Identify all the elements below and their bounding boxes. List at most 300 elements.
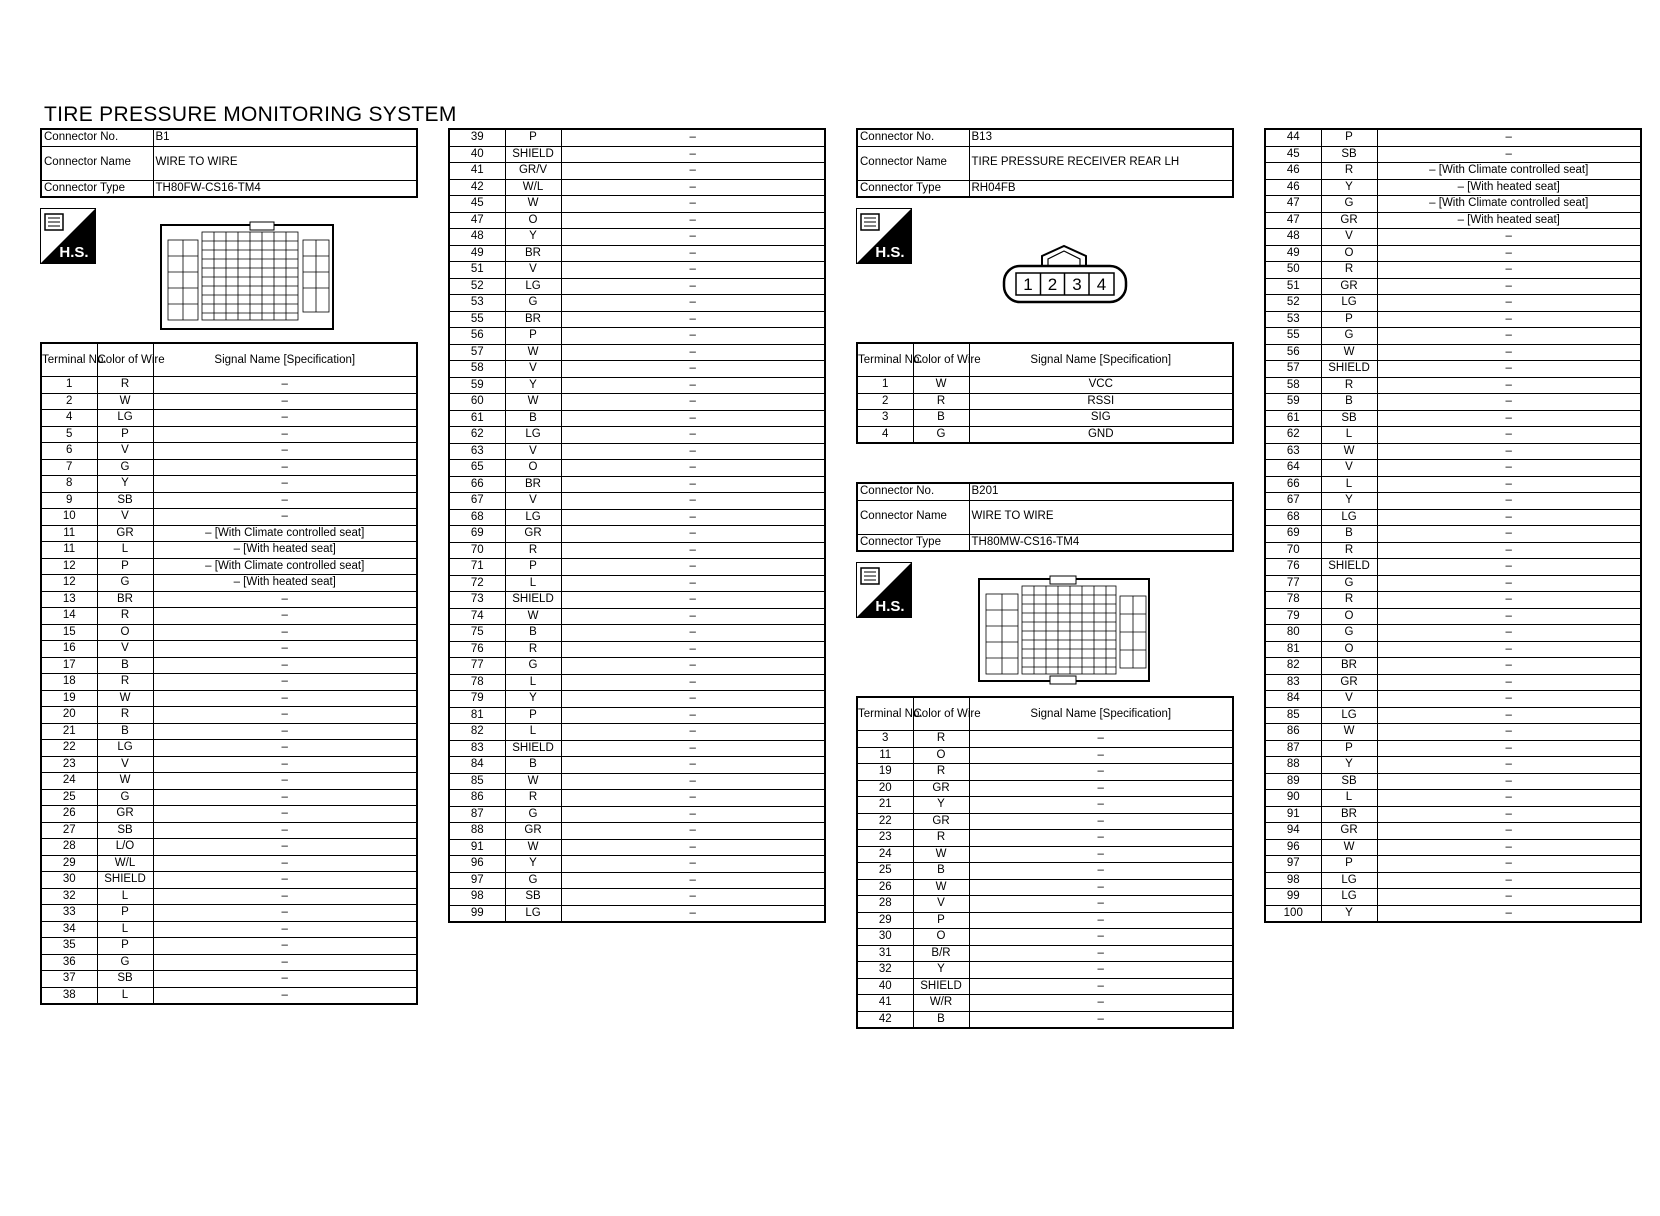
terminal-no-cell: 59 [1265, 394, 1321, 411]
terminal-no-cell: 96 [449, 856, 505, 873]
table-row [1265, 509, 1641, 526]
signal-name-cell: – [561, 872, 825, 889]
terminal-no-cell: 83 [449, 740, 505, 757]
table-row [41, 773, 417, 790]
signal-name-cell: – [153, 773, 417, 790]
signal-name-cell: – [969, 879, 1233, 896]
signal-name-cell: – [1377, 625, 1641, 642]
signal-name-cell: – [153, 921, 417, 938]
table-row [449, 229, 825, 246]
terminal-no-cell: 1 [857, 377, 913, 394]
signal-name-cell: – [969, 747, 1233, 764]
terminal-no-cell: 98 [449, 889, 505, 906]
signal-name-cell: – [1377, 311, 1641, 328]
signal-name-cell: – [969, 830, 1233, 847]
wire-color-cell: BR [505, 245, 561, 262]
terminal-no-cell: 25 [41, 789, 97, 806]
wire-color-cell: L [97, 987, 153, 1004]
signal-name-cell: – [1377, 394, 1641, 411]
terminal-no-cell: 88 [449, 823, 505, 840]
table-row [857, 879, 1233, 896]
table-row [1265, 196, 1641, 213]
table-row [449, 344, 825, 361]
signal-name-cell: – [1377, 146, 1641, 163]
signal-name-cell: – [561, 724, 825, 741]
wire-color-cell: L [1321, 790, 1377, 807]
table-row [1265, 344, 1641, 361]
terminal-no-cell: 94 [1265, 823, 1321, 840]
terminal-no-cell: 20 [857, 780, 913, 797]
table-row [41, 822, 417, 839]
terminal-no-cell: 26 [857, 879, 913, 896]
wire-color-cell: R [1321, 163, 1377, 180]
signal-name-cell: – [1377, 427, 1641, 444]
table-row [41, 921, 417, 938]
table-row [857, 764, 1233, 781]
signal-name-cell: – [1377, 295, 1641, 312]
terminal-no-cell: 91 [1265, 806, 1321, 823]
table-row [449, 427, 825, 444]
signal-name-cell: – [153, 872, 417, 889]
terminal-no-cell: 53 [449, 295, 505, 312]
wire-color-cell: P [1321, 856, 1377, 873]
terminal-no-cell: 3 [857, 731, 913, 748]
wire-color-cell: G [505, 658, 561, 675]
wire-color-cell: Y [505, 691, 561, 708]
table-row [1265, 740, 1641, 757]
terminal-no-cell: 87 [1265, 740, 1321, 757]
wire-color-cell: V [97, 641, 153, 658]
terminal-no-cell: 32 [41, 888, 97, 905]
table-row [1265, 410, 1641, 427]
table-row [41, 443, 417, 460]
terminal-no-cell: 8 [41, 476, 97, 493]
table-row [41, 525, 417, 542]
table-row [1265, 163, 1641, 180]
table-row [1265, 625, 1641, 642]
signal-name-cell: – [153, 591, 417, 608]
table-row [1265, 476, 1641, 493]
signal-name-cell: – [561, 658, 825, 675]
table-row [41, 608, 417, 625]
connector-b201-terminal-table-continued [1264, 128, 1642, 923]
terminal-no-cell: 25 [857, 863, 913, 880]
signal-name-cell: – [561, 212, 825, 229]
terminal-no-cell: 62 [449, 427, 505, 444]
table-row [1265, 542, 1641, 559]
signal-name-cell: – [1377, 740, 1641, 757]
wire-color-cell: R [97, 674, 153, 691]
table-row [1265, 559, 1641, 576]
wire-color-cell: V [505, 361, 561, 378]
table-row [857, 863, 1233, 880]
signal-name-cell: – [969, 731, 1233, 748]
signal-name-cell: – [153, 938, 417, 955]
signal-name-cell: – [1377, 129, 1641, 146]
table-row [1265, 724, 1641, 741]
table-row [857, 830, 1233, 847]
pin-4-label: 4 [1096, 275, 1107, 294]
wire-color-cell: W [97, 690, 153, 707]
signal-name-cell: – [561, 806, 825, 823]
hs-label: H.S. [59, 244, 89, 261]
wire-color-cell: W [505, 196, 561, 213]
terminal-no-cell: 62 [1265, 427, 1321, 444]
table-row [1265, 707, 1641, 724]
signal-name-cell: – [153, 459, 417, 476]
table-row [1265, 641, 1641, 658]
signal-name-cell: – [561, 905, 825, 922]
signal-name-cell: – [969, 1011, 1233, 1028]
table-row [41, 756, 417, 773]
terminal-no-cell: 41 [857, 995, 913, 1012]
pin-1-label: 1 [1023, 275, 1033, 294]
signal-name-cell: – [1377, 526, 1641, 543]
table-row [1265, 823, 1641, 840]
terminal-no-cell: 34 [41, 921, 97, 938]
terminal-no-cell: 46 [1265, 179, 1321, 196]
terminal-no-cell: 20 [41, 707, 97, 724]
wire-color-cell: G [913, 426, 969, 443]
terminal-no-cell: 27 [41, 822, 97, 839]
table-row [1265, 790, 1641, 807]
table-row [449, 773, 825, 790]
connector-b1-diagram [160, 222, 335, 332]
terminal-no-cell: 42 [857, 1011, 913, 1028]
table-row [449, 691, 825, 708]
table-row [41, 657, 417, 674]
signal-name-cell: – [561, 641, 825, 658]
page-title: TIRE PRESSURE MONITORING SYSTEM [44, 103, 457, 126]
wire-color-cell: B [913, 863, 969, 880]
terminal-no-cell: 63 [1265, 443, 1321, 460]
signal-name-cell: – [1377, 905, 1641, 922]
terminal-no-cell: 23 [857, 830, 913, 847]
wire-color-cell: GR [97, 525, 153, 542]
table-row [449, 724, 825, 741]
terminal-no-cell: 22 [41, 740, 97, 757]
wire-color-cell: W [1321, 724, 1377, 741]
signal-name-cell: – [1377, 823, 1641, 840]
signal-name-cell: – [With heated seat] [1377, 179, 1641, 196]
table-row [449, 311, 825, 328]
signal-name-cell: – [969, 780, 1233, 797]
terminal-no-cell: 28 [41, 839, 97, 856]
wire-color-cell: R [1321, 377, 1377, 394]
wire-color-cell: R [1321, 542, 1377, 559]
signal-name-cell: – [153, 426, 417, 443]
wire-color-cell: SHIELD [1321, 361, 1377, 378]
terminal-no-cell: 35 [41, 938, 97, 955]
wire-color-cell: R [913, 764, 969, 781]
terminal-no-cell: 84 [1265, 691, 1321, 708]
wire-color-cell: LG [97, 410, 153, 427]
signal-name-cell: – [With Climate controlled seat] [153, 558, 417, 575]
wire-color-cell: Y [913, 797, 969, 814]
terminal-no-cell: 86 [449, 790, 505, 807]
terminal-no-cell: 76 [449, 641, 505, 658]
hs-harness-side-icon [856, 562, 912, 618]
table-row [449, 278, 825, 295]
signal-name-cell: GND [969, 426, 1233, 443]
signal-name-cell: – [561, 129, 825, 146]
wire-color-cell: V [505, 493, 561, 510]
table-row [449, 625, 825, 642]
table-row [449, 592, 825, 609]
terminal-no-cell: 82 [449, 724, 505, 741]
terminal-no-cell: 73 [449, 592, 505, 609]
terminal-no-cell: 51 [1265, 278, 1321, 295]
terminal-no-cell: 61 [1265, 410, 1321, 427]
signal-name-cell: – [1377, 509, 1641, 526]
table-row [449, 575, 825, 592]
signal-name-cell: – [561, 245, 825, 262]
terminal-no-cell: 29 [41, 855, 97, 872]
wire-color-cell: SHIELD [1321, 559, 1377, 576]
terminal-no-cell: 97 [449, 872, 505, 889]
table-row [1265, 493, 1641, 510]
table-row [449, 608, 825, 625]
terminal-no-cell: 38 [41, 987, 97, 1004]
wire-color-cell: V [1321, 229, 1377, 246]
terminal-no-cell: 68 [449, 509, 505, 526]
table-row [1265, 575, 1641, 592]
wire-color-cell: P [97, 905, 153, 922]
table-row [857, 912, 1233, 929]
terminal-no-cell: 31 [857, 945, 913, 962]
signal-name-cell: – [153, 657, 417, 674]
terminal-no-cell: 32 [857, 962, 913, 979]
terminal-no-cell: 13 [41, 591, 97, 608]
signal-name-cell: – [561, 460, 825, 477]
wire-color-cell: B [97, 657, 153, 674]
wire-color-cell: LG [1321, 872, 1377, 889]
terminal-no-cell: 42 [449, 179, 505, 196]
wire-color-cell: P [505, 559, 561, 576]
table-row [857, 995, 1233, 1012]
signal-name-cell: – [561, 575, 825, 592]
wire-color-cell: W [1321, 839, 1377, 856]
wire-color-cell: W/R [913, 995, 969, 1012]
wire-color-cell: BR [1321, 658, 1377, 675]
wire-color-cell: W/L [97, 855, 153, 872]
table-row [449, 790, 825, 807]
wire-color-cell: GR [97, 806, 153, 823]
table-row [1265, 889, 1641, 906]
table-row [1265, 658, 1641, 675]
table-row [857, 377, 1233, 394]
signal-name-cell: – [561, 493, 825, 510]
table-row [857, 780, 1233, 797]
signal-name-cell: – [153, 740, 417, 757]
signal-name-cell: – [561, 361, 825, 378]
wire-color-cell: Y [505, 856, 561, 873]
terminal-no-cell: 60 [449, 394, 505, 411]
wire-color-cell: O [1321, 608, 1377, 625]
wire-color-cell: SHIELD [97, 872, 153, 889]
signal-name-cell: – [153, 806, 417, 823]
wire-color-cell: P [97, 938, 153, 955]
signal-name-cell: – [1377, 278, 1641, 295]
signal-name-cell: – [153, 608, 417, 625]
wire-color-cell: W [913, 846, 969, 863]
wire-color-cell: G [97, 575, 153, 592]
wire-color-cell: G [505, 295, 561, 312]
connector-type-value: TH80MW-CS16-TM4 [969, 534, 1233, 551]
signal-name-cell: – [1377, 262, 1641, 279]
wire-color-cell: O [97, 624, 153, 641]
terminal-no-cell: 30 [857, 929, 913, 946]
table-row [41, 492, 417, 509]
signal-name-cell: – [1377, 575, 1641, 592]
wire-color-cell: L [97, 921, 153, 938]
signal-name-cell: – [1377, 790, 1641, 807]
signal-name-cell: – [1377, 377, 1641, 394]
terminal-no-cell: 12 [41, 558, 97, 575]
signal-name-cell: – [153, 839, 417, 856]
signal-name-cell: – [969, 962, 1233, 979]
terminal-no-cell: 99 [1265, 889, 1321, 906]
terminal-no-cell: 21 [857, 797, 913, 814]
wire-color-cell: V [97, 443, 153, 460]
wire-color-cell: B [505, 410, 561, 427]
signal-name-cell: – [153, 641, 417, 658]
terminal-no-cell: 86 [1265, 724, 1321, 741]
terminal-no-cell: 24 [41, 773, 97, 790]
signal-name-cell: – [153, 971, 417, 988]
signal-name-cell: – [969, 945, 1233, 962]
table-row [41, 509, 417, 526]
terminal-no-cell: 53 [1265, 311, 1321, 328]
table-row [857, 1011, 1233, 1028]
terminal-no-header: Terminal No. [41, 343, 97, 377]
wire-color-cell: LG [505, 427, 561, 444]
terminal-no-cell: 91 [449, 839, 505, 856]
signal-name-cell: – [1377, 773, 1641, 790]
signal-name-cell: – [969, 764, 1233, 781]
terminal-no-cell: 33 [41, 905, 97, 922]
terminal-no-cell: 63 [449, 443, 505, 460]
wire-color-cell: W [913, 879, 969, 896]
terminal-no-cell: 3 [857, 410, 913, 427]
signal-name-cell: – [1377, 460, 1641, 477]
signal-name-cell: – [561, 163, 825, 180]
terminal-no-cell: 49 [449, 245, 505, 262]
signal-name-cell: – [1377, 641, 1641, 658]
signal-name-cell: – [561, 757, 825, 774]
wire-color-cell: GR [913, 813, 969, 830]
connector-name-value: WIRE TO WIRE [969, 500, 1233, 534]
terminal-no-cell: 83 [1265, 674, 1321, 691]
wire-color-cell: G [97, 789, 153, 806]
terminal-no-cell: 40 [857, 978, 913, 995]
signal-name-cell: – [561, 146, 825, 163]
wire-color-cell: V [913, 896, 969, 913]
wire-color-cell: B [1321, 526, 1377, 543]
wire-color-cell: LG [1321, 707, 1377, 724]
table-row [1265, 278, 1641, 295]
signal-name-cell: – [561, 823, 825, 840]
table-row [449, 262, 825, 279]
table-row [449, 905, 825, 922]
connector-b1-terminal-table [40, 342, 418, 1005]
wire-color-cell: R [913, 393, 969, 410]
connector-b201-header [856, 482, 1234, 552]
connector-no-label: Connector No. [857, 483, 969, 500]
terminal-no-cell: 97 [1265, 856, 1321, 873]
table-row [41, 723, 417, 740]
wire-color-cell: SB [505, 889, 561, 906]
table-row [1265, 328, 1641, 345]
color-of-wire-header: Color of Wire [913, 343, 969, 377]
terminal-no-cell: 70 [449, 542, 505, 559]
table-row [449, 410, 825, 427]
table-row [41, 839, 417, 856]
table-row [1265, 608, 1641, 625]
wire-color-cell: Y [913, 962, 969, 979]
table-row [1265, 757, 1641, 774]
connector-no-label: Connector No. [41, 129, 153, 146]
terminal-no-cell: 88 [1265, 757, 1321, 774]
wire-color-cell: P [97, 426, 153, 443]
table-row [41, 872, 417, 889]
terminal-no-cell: 46 [1265, 163, 1321, 180]
signal-name-cell: VCC [969, 377, 1233, 394]
hs-label: H.S. [875, 598, 905, 615]
connector-type-value: TH80FW-CS16-TM4 [153, 180, 417, 197]
terminal-no-cell: 39 [449, 129, 505, 146]
signal-name-cell: – [153, 443, 417, 460]
table-row [1265, 245, 1641, 262]
signal-name-cell: – [With Climate controlled seat] [1377, 163, 1641, 180]
wire-color-cell: W [1321, 443, 1377, 460]
pin-3-label: 3 [1072, 275, 1082, 294]
wire-color-cell: R [505, 790, 561, 807]
table-row [857, 962, 1233, 979]
terminal-no-cell: 29 [857, 912, 913, 929]
signal-name-cell: – [561, 328, 825, 345]
table-row [449, 559, 825, 576]
terminal-no-cell: 40 [449, 146, 505, 163]
wire-color-cell: R [97, 377, 153, 394]
terminal-no-cell: 74 [449, 608, 505, 625]
table-row [449, 823, 825, 840]
signal-name-cell: – [969, 978, 1233, 995]
table-row [857, 978, 1233, 995]
signal-name-cell: – [561, 856, 825, 873]
signal-name-cell: – [1377, 559, 1641, 576]
terminal-no-cell: 72 [449, 575, 505, 592]
signal-name-cell: – [561, 427, 825, 444]
terminal-no-cell: 11 [857, 747, 913, 764]
wire-color-cell: V [97, 756, 153, 773]
table-row [449, 872, 825, 889]
wire-color-cell: Y [1321, 493, 1377, 510]
wire-color-cell: GR [505, 823, 561, 840]
wire-color-cell: G [505, 872, 561, 889]
terminal-no-cell: 4 [857, 426, 913, 443]
wire-color-cell: SB [1321, 410, 1377, 427]
terminal-no-cell: 66 [449, 476, 505, 493]
signal-name-cell: – [561, 707, 825, 724]
signal-name-cell: – [1377, 542, 1641, 559]
wire-color-cell: G [97, 459, 153, 476]
table-row [41, 905, 417, 922]
connector-b1-header [40, 128, 418, 198]
table-row [41, 806, 417, 823]
wire-color-cell: L/O [97, 839, 153, 856]
connector-b13-diagram [1002, 244, 1128, 310]
